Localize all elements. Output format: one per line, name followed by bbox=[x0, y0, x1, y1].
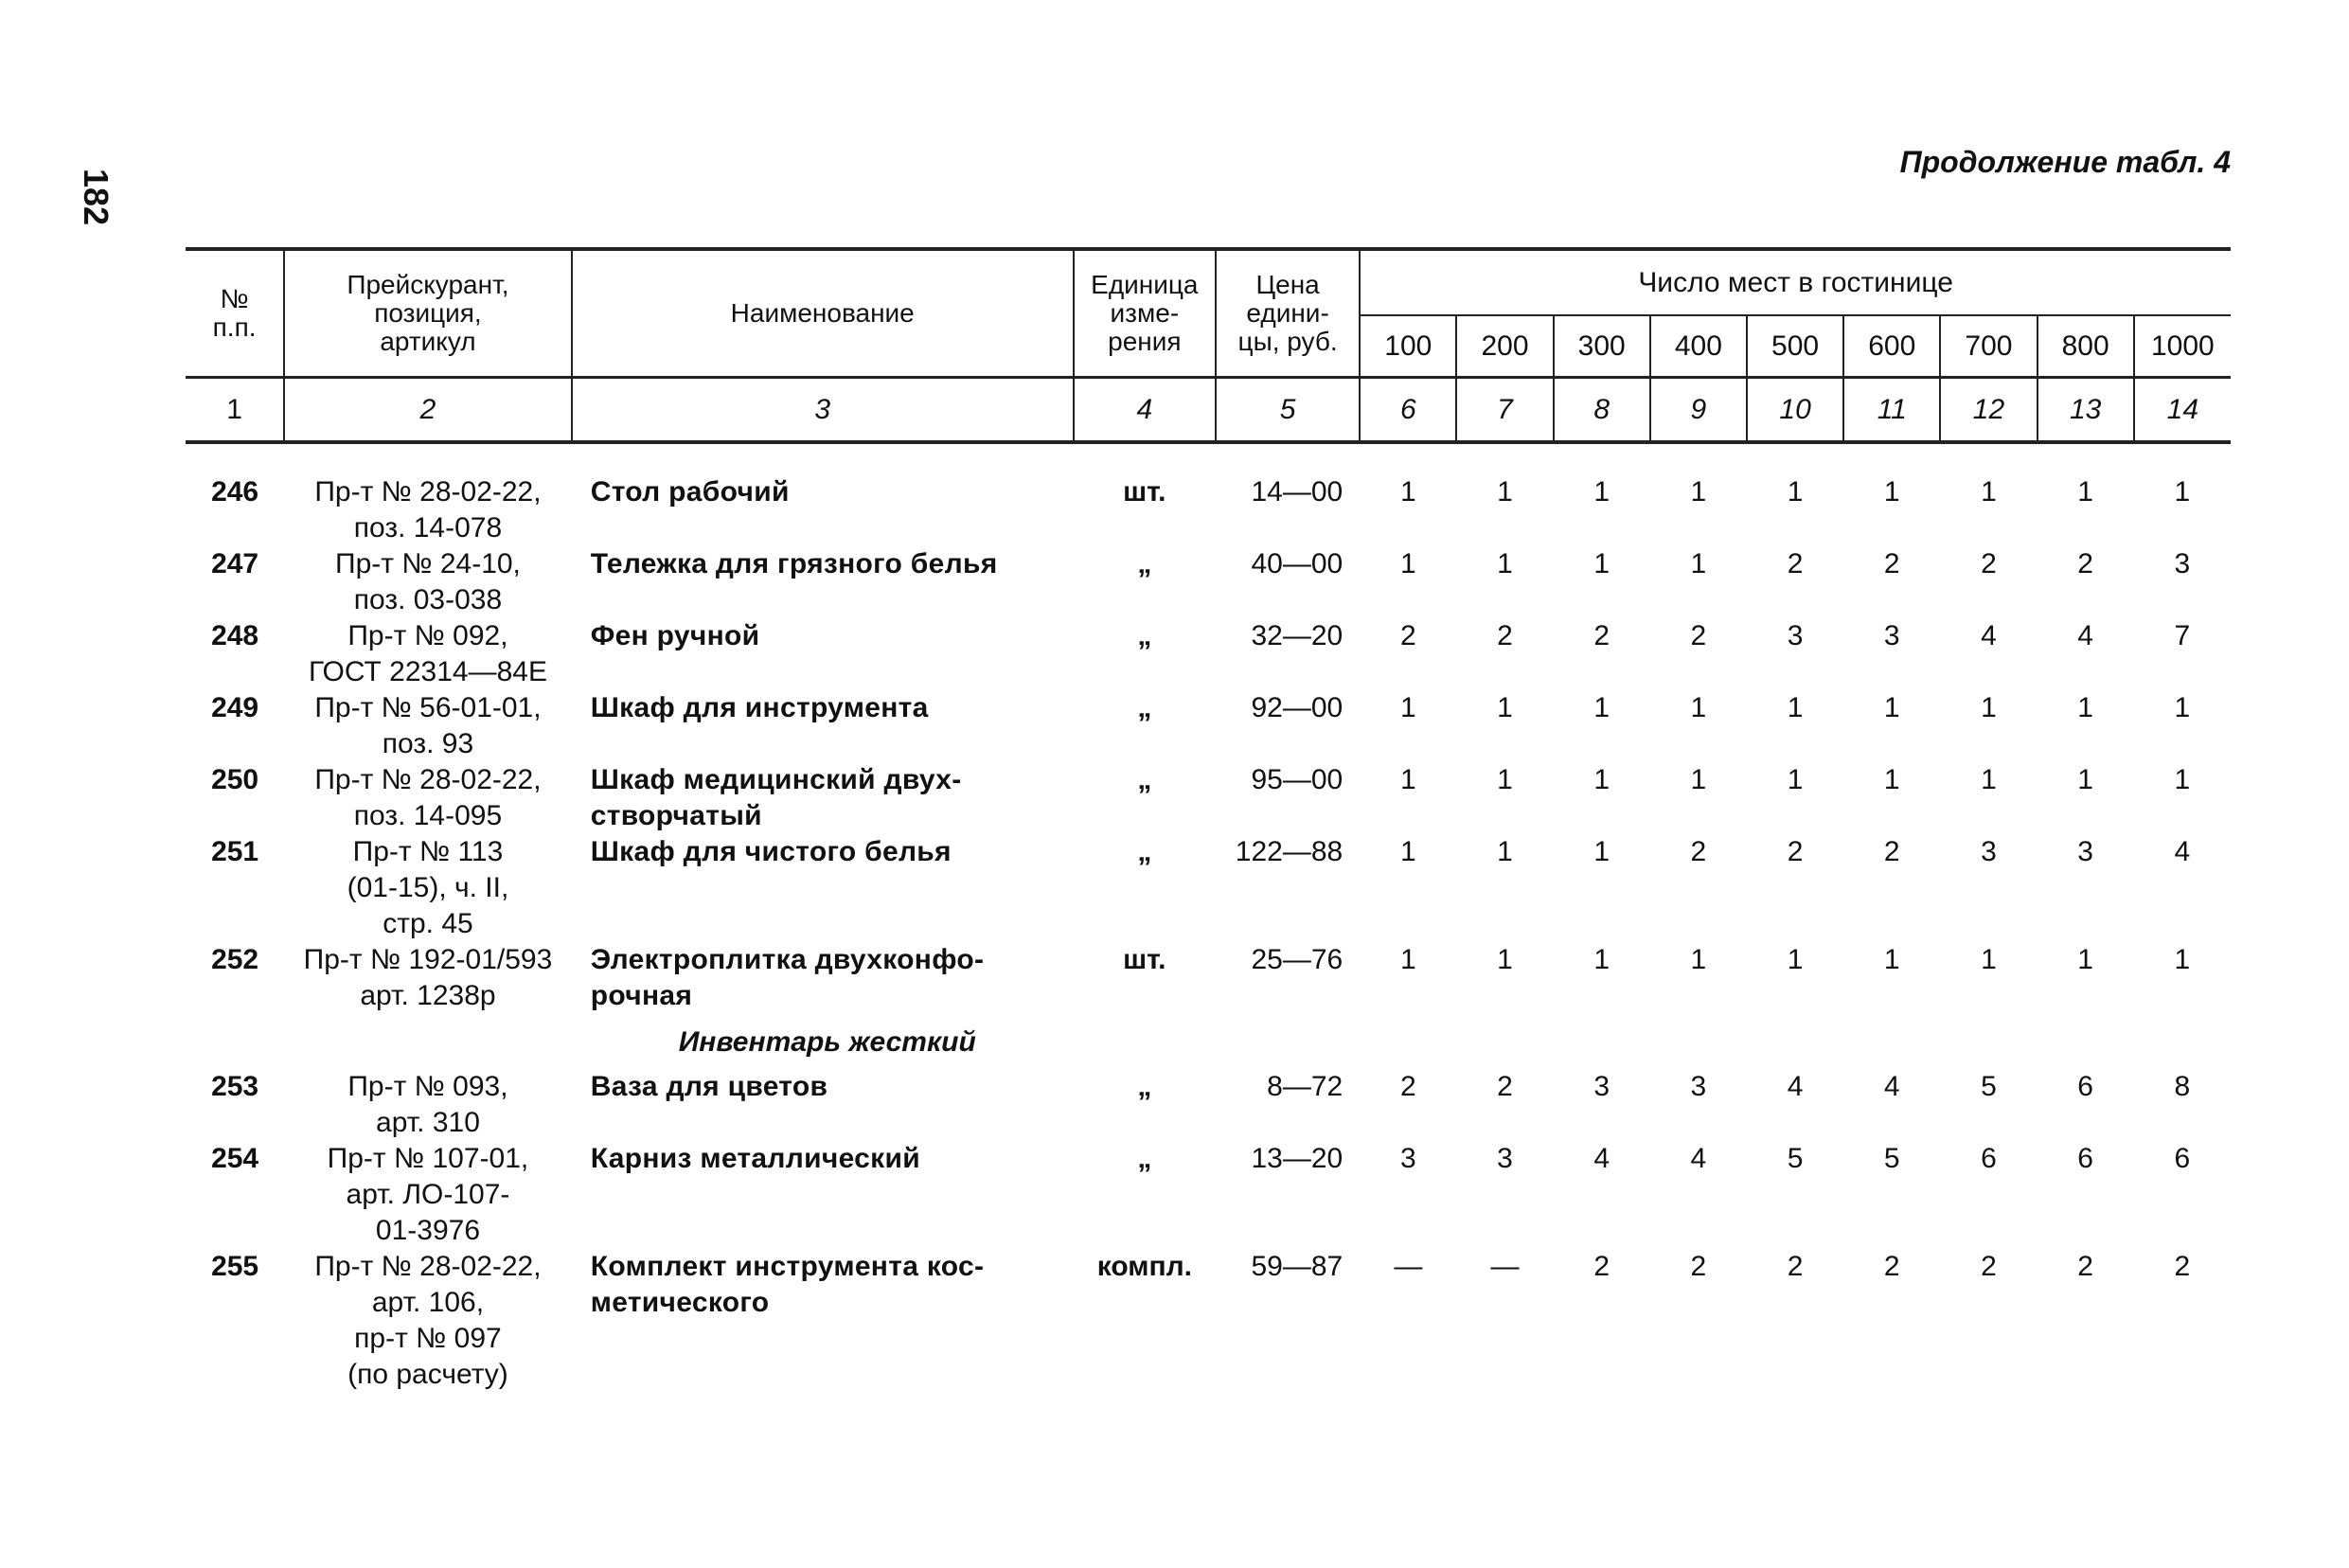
table-row bbox=[186, 1069, 2231, 1141]
page-number: 182 bbox=[77, 169, 116, 226]
row-count-400: 2 bbox=[1690, 620, 1707, 651]
row-price: 8—72 bbox=[1267, 1071, 1344, 1102]
row-count-800: 6 bbox=[2077, 1071, 2093, 1102]
capacity-header-700: 700 bbox=[1940, 315, 2037, 378]
table-row bbox=[186, 1249, 2231, 1393]
row-count-100: 1 bbox=[1399, 548, 1416, 579]
row-unit: „ bbox=[1137, 1071, 1152, 1102]
row-count-500: 4 bbox=[1787, 1071, 1804, 1102]
row-number: 254 bbox=[211, 1143, 259, 1174]
row-count-300: 3 bbox=[1593, 1071, 1610, 1102]
row-count-600: 2 bbox=[1883, 548, 1900, 579]
row-number: 249 bbox=[211, 692, 259, 723]
capacity-header-100: 100 bbox=[1360, 315, 1456, 378]
row-unit: „ bbox=[1137, 836, 1152, 867]
row-count-400: 2 bbox=[1690, 1251, 1707, 1282]
row-pricelist-ref: Пр-т № 56-01-01, поз. 93 bbox=[314, 692, 542, 759]
row-unit: компл. bbox=[1096, 1251, 1192, 1282]
row-count-600: 1 bbox=[1883, 944, 1900, 975]
row-count-600: 1 bbox=[1883, 764, 1900, 795]
capacity-header-200: 200 bbox=[1456, 315, 1553, 378]
column-number-11: 11 bbox=[1843, 378, 1940, 443]
spacer-cell bbox=[186, 442, 2231, 474]
row-count-300: 4 bbox=[1593, 1143, 1610, 1174]
row-count-400: 1 bbox=[1690, 476, 1707, 508]
row-count-700: 2 bbox=[1981, 548, 1997, 579]
row-price: 92—00 bbox=[1251, 692, 1344, 723]
row-count-300: 1 bbox=[1593, 944, 1610, 975]
row-count-1000: 1 bbox=[2174, 692, 2191, 723]
section-spacer bbox=[186, 1014, 572, 1069]
row-pricelist-ref: Пр-т № 24-10, поз. 03-038 bbox=[335, 548, 521, 615]
row-item-name: Электроплитка двухконфо- рочная bbox=[590, 944, 985, 1011]
column-number-10: 10 bbox=[1747, 378, 1843, 443]
row-price: 25—76 bbox=[1251, 944, 1344, 975]
row-count-1000: 6 bbox=[2174, 1143, 2191, 1174]
row-count-400: 1 bbox=[1690, 692, 1707, 723]
row-count-100: 1 bbox=[1399, 764, 1416, 795]
row-item-name: Шкаф для чистого белья bbox=[590, 836, 952, 867]
row-number: 251 bbox=[211, 836, 259, 867]
row-unit: „ bbox=[1137, 620, 1152, 651]
row-count-300: 1 bbox=[1593, 548, 1610, 579]
row-count-300: 1 bbox=[1593, 836, 1610, 867]
row-count-200: 1 bbox=[1497, 764, 1513, 795]
row-count-100: — bbox=[1394, 1251, 1423, 1282]
capacity-header-400: 400 bbox=[1650, 315, 1747, 378]
header-unit: Единица изме- рения bbox=[1074, 249, 1216, 378]
section-title: Инвентарь жесткий bbox=[678, 1026, 976, 1058]
row-count-700: 3 bbox=[1981, 836, 1997, 867]
row-price: 13—20 bbox=[1251, 1143, 1344, 1174]
table-row bbox=[186, 762, 2231, 834]
row-count-1000: 1 bbox=[2174, 944, 2191, 975]
row-count-200: 1 bbox=[1497, 476, 1513, 508]
row-count-700: 1 bbox=[1981, 692, 1997, 723]
row-pricelist-ref: Пр-т № 093, арт. 310 bbox=[347, 1071, 508, 1138]
row-count-800: 6 bbox=[2077, 1143, 2093, 1174]
row-item-name: Ваза для цветов bbox=[590, 1071, 828, 1102]
row-count-1000: 3 bbox=[2174, 548, 2191, 579]
row-count-100: 1 bbox=[1399, 836, 1416, 867]
row-price: 59—87 bbox=[1251, 1251, 1344, 1282]
row-count-700: 6 bbox=[1981, 1143, 1997, 1174]
row-pricelist-ref: Пр-т № 192-01/593 арт. 1238р bbox=[303, 944, 553, 1011]
row-pricelist-ref: Пр-т № 28-02-22, поз. 14-095 bbox=[314, 764, 542, 831]
row-count-1000: 1 bbox=[2174, 476, 2191, 508]
row-count-200: 3 bbox=[1497, 1143, 1513, 1174]
row-count-200: 2 bbox=[1497, 1071, 1513, 1102]
row-count-100: 3 bbox=[1399, 1143, 1416, 1174]
row-count-100: 2 bbox=[1399, 620, 1416, 651]
table-row bbox=[186, 834, 2231, 942]
row-unit: „ bbox=[1137, 1143, 1152, 1174]
row-count-600: 4 bbox=[1883, 1071, 1900, 1102]
row-count-400: 4 bbox=[1690, 1143, 1707, 1174]
row-count-200: 1 bbox=[1497, 692, 1513, 723]
row-count-700: 5 bbox=[1981, 1071, 1997, 1102]
column-number-8: 8 bbox=[1554, 378, 1650, 443]
column-number-6: 6 bbox=[1360, 378, 1456, 443]
row-count-1000: 4 bbox=[2174, 836, 2191, 867]
table-row bbox=[186, 1141, 2231, 1249]
row-pricelist-ref: Пр-т № 092, ГОСТ 22314—84Е bbox=[308, 620, 547, 687]
row-item-name: Шкаф для инструмента bbox=[590, 692, 929, 723]
row-count-500: 2 bbox=[1787, 548, 1804, 579]
row-number: 255 bbox=[211, 1251, 259, 1282]
column-number-3: 3 bbox=[572, 378, 1074, 443]
row-item-name: Карниз металлический bbox=[590, 1143, 920, 1174]
row-count-400: 1 bbox=[1690, 944, 1707, 975]
table-row bbox=[186, 942, 2231, 1014]
row-count-500: 1 bbox=[1787, 944, 1804, 975]
row-count-800: 2 bbox=[2077, 1251, 2093, 1282]
row-count-500: 2 bbox=[1787, 1251, 1804, 1282]
row-count-1000: 2 bbox=[2174, 1251, 2191, 1282]
column-number-1: 1 bbox=[186, 378, 284, 443]
row-count-400: 2 bbox=[1690, 836, 1707, 867]
row-count-800: 1 bbox=[2077, 764, 2093, 795]
column-number-4: 4 bbox=[1074, 378, 1216, 443]
column-number-13: 13 bbox=[2038, 378, 2134, 443]
row-pricelist-ref: Пр-т № 28-02-22, арт. 106, пр-т № 097 (по расчету) bbox=[314, 1251, 542, 1390]
row-number: 247 bbox=[211, 548, 259, 579]
row-count-200: 1 bbox=[1497, 836, 1513, 867]
row-number: 246 bbox=[211, 476, 259, 508]
column-number-row bbox=[186, 378, 2231, 443]
row-count-200: 2 bbox=[1497, 620, 1513, 651]
header-capacity-group: Число мест в гостинице bbox=[1360, 249, 2231, 315]
row-count-800: 1 bbox=[2077, 944, 2093, 975]
row-count-300: 1 bbox=[1593, 476, 1610, 508]
row-count-100: 1 bbox=[1399, 476, 1416, 508]
row-count-300: 1 bbox=[1593, 764, 1610, 795]
row-number: 248 bbox=[211, 620, 259, 651]
header-name: Наименование bbox=[572, 249, 1074, 378]
header-number: № п.п. bbox=[186, 249, 284, 378]
header-pricelist: Прейскурант, позиция, артикул bbox=[284, 249, 572, 378]
row-item-name: Шкаф медицинский двух- створчатый bbox=[590, 764, 962, 831]
row-item-name: Комплект инструмента кос- метического bbox=[590, 1251, 985, 1318]
row-count-1000: 8 bbox=[2174, 1071, 2191, 1102]
table-header bbox=[186, 249, 2231, 442]
row-price: 32—20 bbox=[1251, 620, 1344, 651]
row-count-200: 1 bbox=[1497, 548, 1513, 579]
row-count-1000: 1 bbox=[2174, 764, 2191, 795]
row-number: 252 bbox=[211, 944, 259, 975]
row-item-name: Тележка для грязного белья bbox=[590, 548, 998, 579]
column-number-14: 14 bbox=[2134, 378, 2231, 443]
row-count-100: 1 bbox=[1399, 692, 1416, 723]
row-price: 95—00 bbox=[1251, 764, 1344, 795]
row-count-200: — bbox=[1490, 1251, 1520, 1282]
row-unit: шт. bbox=[1123, 944, 1166, 975]
row-count-100: 2 bbox=[1399, 1071, 1416, 1102]
row-unit: „ bbox=[1137, 692, 1152, 723]
row-count-400: 1 bbox=[1690, 764, 1707, 795]
row-number: 250 bbox=[211, 764, 259, 795]
table-body bbox=[186, 442, 2231, 1393]
row-count-600: 3 bbox=[1883, 620, 1900, 651]
header-price: Цена едини- цы, руб. bbox=[1216, 249, 1360, 378]
capacity-header-800: 800 bbox=[2038, 315, 2134, 378]
row-count-400: 1 bbox=[1690, 548, 1707, 579]
row-count-500: 5 bbox=[1787, 1143, 1804, 1174]
column-number-9: 9 bbox=[1650, 378, 1747, 443]
row-count-300: 1 bbox=[1593, 692, 1610, 723]
row-count-500: 2 bbox=[1787, 836, 1804, 867]
row-count-300: 2 bbox=[1593, 1251, 1610, 1282]
row-count-600: 2 bbox=[1883, 1251, 1900, 1282]
capacity-header-600: 600 bbox=[1843, 315, 1940, 378]
row-count-800: 2 bbox=[2077, 548, 2093, 579]
row-unit: „ bbox=[1137, 548, 1152, 579]
row-item-name: Стол рабочий bbox=[590, 476, 790, 508]
column-number-5: 5 bbox=[1216, 378, 1360, 443]
row-count-800: 4 bbox=[2077, 620, 2093, 651]
row-price: 14—00 bbox=[1251, 476, 1344, 508]
table-row bbox=[186, 474, 2231, 546]
row-count-500: 1 bbox=[1787, 692, 1804, 723]
column-number-12: 12 bbox=[1940, 378, 2037, 443]
row-count-500: 3 bbox=[1787, 620, 1804, 651]
row-count-600: 2 bbox=[1883, 836, 1900, 867]
row-count-700: 1 bbox=[1981, 764, 1997, 795]
row-count-800: 3 bbox=[2077, 836, 2093, 867]
row-count-500: 1 bbox=[1787, 476, 1804, 508]
column-number-7: 7 bbox=[1456, 378, 1553, 443]
row-price: 40—00 bbox=[1251, 548, 1344, 579]
row-item-name: Фен ручной bbox=[590, 620, 760, 651]
row-count-100: 1 bbox=[1399, 944, 1416, 975]
row-number: 253 bbox=[211, 1071, 259, 1102]
row-count-200: 1 bbox=[1497, 944, 1513, 975]
row-unit: „ bbox=[1137, 764, 1152, 795]
row-count-600: 5 bbox=[1883, 1143, 1900, 1174]
row-pricelist-ref: Пр-т № 113 (01-15), ч. II, стр. 45 bbox=[347, 836, 509, 939]
row-unit: шт. bbox=[1123, 476, 1166, 508]
row-count-300: 2 bbox=[1593, 620, 1610, 651]
row-count-400: 3 bbox=[1690, 1071, 1707, 1102]
capacity-header-1000: 1000 bbox=[2134, 315, 2231, 378]
capacity-header-500: 500 bbox=[1747, 315, 1843, 378]
row-price: 122—88 bbox=[1235, 836, 1344, 867]
row-count-700: 4 bbox=[1981, 620, 1997, 651]
table-caption: Продолжение табл. 4 bbox=[1899, 145, 2231, 179]
inventory-table bbox=[186, 247, 2231, 1393]
row-count-600: 1 bbox=[1883, 476, 1900, 508]
row-count-700: 1 bbox=[1981, 944, 1997, 975]
row-pricelist-ref: Пр-т № 107-01, арт. ЛО-107- 01-3976 bbox=[327, 1143, 529, 1246]
row-count-800: 1 bbox=[2077, 476, 2093, 508]
section-row bbox=[186, 1014, 2231, 1069]
table-row bbox=[186, 618, 2231, 690]
row-pricelist-ref: Пр-т № 28-02-22, поз. 14-078 bbox=[314, 476, 542, 543]
row-count-700: 1 bbox=[1981, 476, 1997, 508]
row-count-1000: 7 bbox=[2174, 620, 2191, 651]
table-row bbox=[186, 546, 2231, 618]
table-row bbox=[186, 690, 2231, 762]
row-count-700: 2 bbox=[1981, 1251, 1997, 1282]
row-count-500: 1 bbox=[1787, 764, 1804, 795]
capacity-header-300: 300 bbox=[1554, 315, 1650, 378]
column-number-2: 2 bbox=[284, 378, 572, 443]
row-count-800: 1 bbox=[2077, 692, 2093, 723]
row-count-600: 1 bbox=[1883, 692, 1900, 723]
